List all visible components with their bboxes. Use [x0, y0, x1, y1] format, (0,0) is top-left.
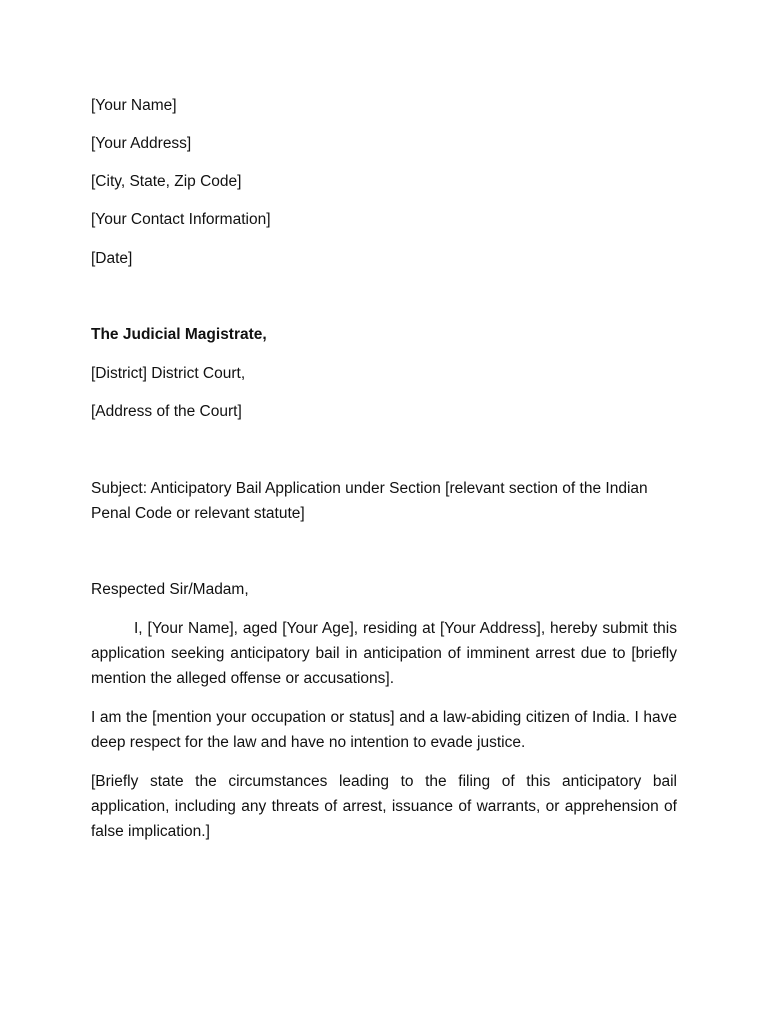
subject-line-1: Subject: Anticipatory Bail Application under Section [relevant section of the Indian	[91, 480, 648, 497]
sender-contact: [Your Contact Information]	[91, 211, 271, 228]
salutation: Respected Sir/Madam,	[91, 581, 249, 598]
sender-address: [Your Address]	[91, 135, 192, 152]
sender-name: [Your Name]	[91, 97, 177, 114]
body-paragraph-1: I, [Your Name], aged [Your Age], residing at [Your Address], hereby submit this application seeking anticipatory bail in anticipation of imminent arrest due to [briefly mention the alleged offense or accusations].	[91, 620, 677, 687]
letter-date: [Date]	[91, 250, 133, 267]
recipient-address: [Address of the Court]	[91, 403, 242, 420]
recipient-title: The Judicial Magistrate,	[91, 326, 267, 343]
subject-line-2: Penal Code or relevant statute]	[91, 505, 305, 522]
recipient-court: [District] District Court,	[91, 365, 246, 382]
body-paragraph-2: I am the [mention your occupation or status] and a law-abiding citizen of India. I have deep respect for the law and have no intention to evade justice.	[91, 709, 677, 751]
sender-city-state-zip: [City, State, Zip Code]	[91, 173, 242, 190]
body-paragraph-3: [Briefly state the circumstances leading to the filing of this anticipatory bail application, including any threats of arrest, issuance of warrants, or apprehension of false implication.]	[91, 773, 677, 840]
